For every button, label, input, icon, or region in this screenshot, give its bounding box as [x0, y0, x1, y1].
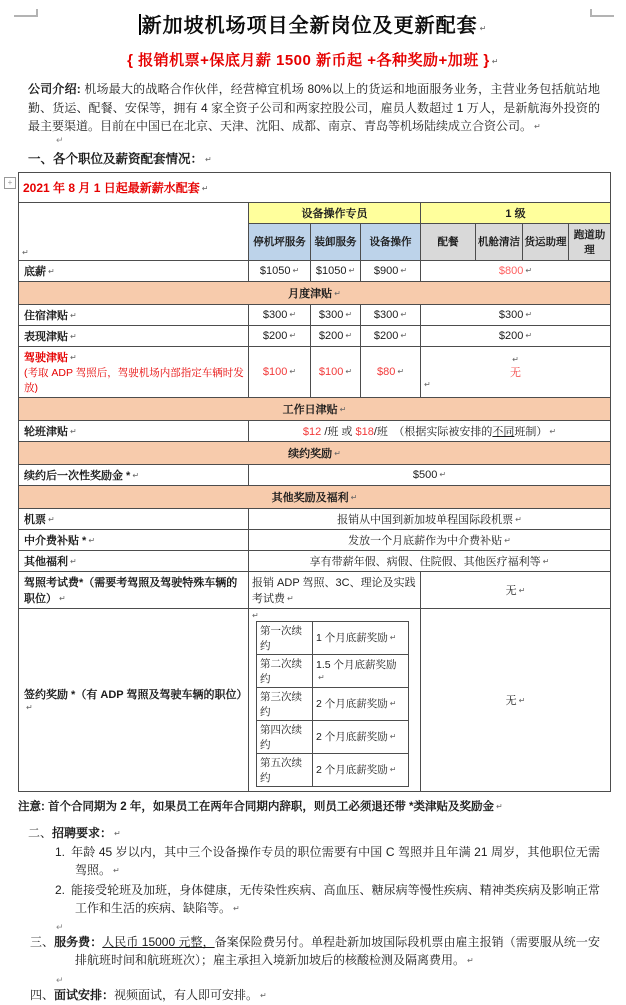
section-row-renewal	[19, 441, 611, 464]
license-exam-fee-level1: 无 ↵	[421, 571, 611, 608]
end-of-cell-mark: ↵	[22, 247, 29, 257]
renewal-bonus-row	[19, 464, 611, 485]
renewal-1-value: 1 个月底薪奖励 ↵	[313, 621, 409, 654]
performance-equipment: $200 ↵	[361, 325, 421, 346]
performance-allowance-row	[19, 325, 611, 346]
end-of-cell-mark: ↵	[289, 309, 297, 319]
shift-allowance-value	[249, 420, 611, 441]
renewal-bonus-value: $500 ↵	[249, 464, 611, 485]
end-of-cell-mark: ↵	[348, 265, 356, 275]
housing-allowance-row	[19, 304, 611, 325]
col-header-cargo-assistant: 货运助理	[523, 223, 569, 260]
row-label-driving: 驾驶津贴 ↵ (考取 ADP 驾照后，驾驶机场内部指定车辆时发放)	[19, 346, 249, 397]
subtitle-text: { 报销机票+保底月薪 1500 新币起 +各种奖励+加班 }	[127, 52, 490, 69]
inner-row-2	[257, 654, 409, 687]
table-move-handle-icon[interactable]: +	[4, 177, 16, 189]
end-of-cell-mark: ↵	[26, 702, 33, 712]
return-mark-icon: ↵	[114, 828, 121, 838]
renewal-3-value: 2 个月底薪奖励 ↵	[313, 687, 409, 720]
license-exam-fee-value: 报销 ADP 驾照、3C、理论及实践考试费 ↵	[249, 571, 421, 608]
shift-text-underlined: 不同	[492, 425, 515, 438]
page-title	[0, 9, 626, 38]
section2-label: 招聘要求：	[52, 825, 113, 840]
other-welfare-value: 享有带薪年假、病假、住院假、其他医疗福利等 ↵	[249, 550, 611, 571]
text-cursor	[139, 14, 141, 35]
renewal-2-value: 1.5 个月底薪奖励↵	[313, 654, 409, 687]
shift-rate-1: $12	[302, 425, 322, 438]
end-of-cell-mark: ↵	[518, 585, 526, 595]
section-row-other	[19, 485, 611, 508]
return-mark-icon: ↵	[496, 801, 503, 811]
driving-apron: $100 ↵	[249, 346, 311, 397]
inner-row-3	[257, 687, 409, 720]
section4-text: 视频面试，有人即可安排。	[114, 987, 259, 1002]
row-label-signing-bonus: 签约奖励 *（有 ADP 驾照及驾驶车辆的职位）↵	[19, 608, 249, 791]
driving-allowance-row	[19, 346, 611, 397]
end-of-cell-mark: ↵	[88, 535, 96, 545]
empty-paragraph-mark: ↵	[56, 974, 64, 985]
agency-subsidy-value: 发放一个月底薪作为中介费补贴 ↵	[249, 529, 611, 550]
end-of-cell-mark: ↵	[439, 469, 447, 479]
driving-equipment: $80 ↵	[361, 346, 421, 397]
salary-table	[18, 172, 611, 792]
group-header-level1: 1 级	[421, 202, 611, 223]
end-of-cell-mark: ↵	[345, 330, 353, 340]
shift-allowance-row	[19, 420, 611, 441]
end-of-cell-mark: ↵	[389, 732, 397, 742]
base-salary-row	[19, 260, 611, 281]
col-header-runway-assistant: 跑道助理	[569, 223, 611, 260]
renewal-4-value: 2 个月底薪奖励 ↵	[313, 720, 409, 753]
group-header-row	[19, 202, 611, 223]
return-mark-icon: ↵	[467, 956, 474, 966]
section2-prefix: 二、	[28, 825, 53, 840]
section4-interview	[30, 986, 600, 1005]
renewal-4-label: 第四次续约	[257, 720, 313, 753]
renewal-2-label: 第二次续约	[257, 654, 313, 687]
housing-loading: $300 ↵	[311, 304, 361, 325]
base-salary-equipment: $900 ↵	[361, 260, 421, 281]
agency-subsidy-row	[19, 529, 611, 550]
section4-prefix: 四、	[30, 987, 55, 1002]
other-welfare-row	[19, 550, 611, 571]
contract-note-label: 注意:	[18, 800, 45, 813]
requirement-2-number: 2.	[55, 882, 66, 897]
requirement-item-1	[55, 843, 600, 879]
inner-row-1	[257, 621, 409, 654]
renewal-1-label: 第一次续约	[257, 621, 313, 654]
renewal-5-label: 第五次续约	[257, 753, 313, 786]
return-mark-icon: ↵	[350, 492, 358, 502]
driving-loading: $100 ↵	[311, 346, 361, 397]
end-of-cell-mark: ↵	[389, 633, 397, 643]
requirement-1-number: 1.	[55, 844, 66, 859]
end-of-cell-mark: ↵	[287, 593, 294, 603]
housing-apron: $300 ↵	[249, 304, 311, 325]
end-of-cell-mark: ↵	[518, 695, 526, 705]
renewal-3-label: 第三次续约	[257, 687, 313, 720]
col-header-cabin-cleaning: 机舱清洁	[476, 223, 523, 260]
return-mark-icon: ↵	[252, 610, 259, 620]
col-header-catering: 配餐	[421, 223, 476, 260]
row-label-shift: 轮班津贴 ↵	[19, 420, 249, 441]
page-corner-mark-left	[14, 9, 38, 17]
end-of-cell-mark: ↵	[70, 310, 77, 320]
group-header-equipment: 设备操作专员	[249, 202, 421, 223]
section1-heading	[28, 149, 626, 167]
row-label-ticket: 机票 ↵	[19, 508, 249, 529]
end-of-cell-mark: ↵	[542, 556, 550, 566]
end-of-cell-mark: ↵	[70, 352, 77, 362]
section3-service-fee	[30, 933, 600, 970]
section1-heading-text: 一、各个职位及薪资配套情况：	[28, 151, 204, 166]
row-label-license-exam-fee: 驾照考试费*（需要考驾照及驾驶特殊车辆的职位） ↵	[19, 571, 249, 608]
end-of-cell-mark: ↵	[389, 765, 397, 775]
contract-note-text: 首个合同期为 2 年，如果员工在两年合同期内辞职，则员工必须退还带 *类津贴及奖励金	[48, 800, 494, 813]
return-mark-icon: ↵	[113, 865, 120, 875]
return-mark-icon: ↵	[339, 404, 347, 414]
end-of-cell-mark: ↵	[70, 426, 77, 436]
end-of-cell-mark: ↵	[48, 514, 55, 524]
base-salary-loading: $1050 ↵	[311, 260, 361, 281]
section4-label: 面试安排：	[54, 987, 115, 1002]
return-mark-icon: ↵	[479, 24, 488, 33]
driving-note: (考取 ADP 驾照后，驾驶机场内部指定车辆时发放)	[24, 366, 244, 394]
inner-row-4	[257, 720, 409, 753]
shift-text-tail2: 班制）	[514, 425, 548, 438]
return-mark-icon: ↵	[205, 154, 212, 164]
housing-equipment: $300 ↵	[361, 304, 421, 325]
base-salary-level1: $800 ↵	[421, 260, 611, 281]
end-of-cell-mark: ↵	[289, 330, 297, 340]
end-of-cell-mark: ↵	[525, 309, 533, 319]
subtitle-highlight	[0, 49, 626, 70]
section-header-monthly-allowance: 月度津贴 ↵	[19, 281, 611, 304]
signing-bonus-schedule-cell	[249, 608, 421, 791]
row-label-agency-subsidy: 中介费补贴 * ↵	[19, 529, 249, 550]
shift-rate-2: $18	[355, 425, 374, 438]
end-of-cell-mark: ↵	[389, 699, 397, 709]
section-row-monthly	[19, 281, 611, 304]
contract-note	[18, 798, 626, 814]
row-label-housing: 住宿津贴 ↵	[19, 304, 249, 325]
ticket-value: 报销从中国到新加坡单程国际段机票 ↵	[249, 508, 611, 529]
requirement-2-text: 能接受轮班及加班，身体健康，无传染性疾病、高血压、糖尿病等慢性疾病、精神类疾病及影响正常工作和生活的疾病、缺陷等。	[71, 882, 600, 915]
section2-heading	[28, 824, 626, 841]
performance-loading: $200 ↵	[311, 325, 361, 346]
license-exam-fee-row	[19, 571, 611, 608]
section-header-workday-allowance: 工作日津贴 ↵	[19, 397, 611, 420]
end-of-cell-mark: ↵	[515, 514, 522, 524]
empty-paragraph-mark: ↵	[56, 134, 64, 145]
return-mark-icon: ↵	[201, 183, 209, 193]
shift-text-mid: /班 或	[321, 425, 356, 438]
end-of-cell-mark: ↵	[70, 331, 77, 341]
page-corner-mark-right	[590, 9, 614, 17]
section-row-workday	[19, 397, 611, 420]
performance-apron: $200 ↵	[249, 325, 311, 346]
base-salary-apron: $1050 ↵	[249, 260, 311, 281]
col-header-equipment-operation: 设备操作	[361, 223, 421, 260]
end-of-cell-mark: ↵	[400, 330, 408, 340]
end-of-cell-mark: ↵	[400, 309, 408, 319]
empty-paragraph-mark: ↵	[56, 921, 64, 932]
return-mark-icon: ↵	[260, 990, 267, 1000]
end-of-cell-mark: ↵	[345, 309, 353, 319]
end-of-cell-mark: ↵	[48, 266, 55, 276]
row-label-other-welfare: 其他福利 ↵	[19, 550, 249, 571]
row-label-performance: 表现津贴 ↵	[19, 325, 249, 346]
end-of-cell-mark: ↵	[132, 470, 140, 480]
end-of-cell-mark: ↵	[70, 556, 77, 566]
return-mark-icon: ↵	[512, 354, 519, 364]
end-of-cell-mark: ↵	[292, 265, 300, 275]
signing-bonus-level1: 无 ↵	[421, 608, 611, 791]
end-of-cell-mark: ↵	[525, 265, 533, 275]
section3-label: 服务费：	[54, 934, 103, 949]
return-mark-icon: ↵	[233, 903, 240, 913]
company-intro	[28, 80, 600, 136]
end-of-cell-mark: ↵	[59, 593, 66, 603]
requirement-1-text: 年龄 45 岁以内，其中三个设备操作专员的职位需要有中国 C 驾照并且年满 21 周岁，其他职位无需驾照。	[71, 844, 600, 877]
end-of-cell-mark: ↵	[318, 673, 325, 683]
driving-level1-value: 无	[510, 366, 522, 379]
signing-bonus-row	[19, 608, 611, 791]
company-intro-label: 公司介绍:	[28, 82, 81, 96]
renewal-5-value: 2 个月底薪奖励 ↵	[313, 753, 409, 786]
document-page	[0, 9, 626, 1002]
section3-prefix: 三、	[30, 934, 55, 949]
return-mark-icon: ↵	[534, 122, 541, 132]
shift-text-tail1: /班 （根据实际被安排的	[373, 425, 493, 438]
end-of-cell-mark: ↵	[525, 330, 533, 340]
service-fee-amount: 人民币 15000 元整，	[102, 934, 215, 949]
housing-level1: $300 ↵	[421, 304, 611, 325]
company-intro-text: 机场最大的战略合作伙伴，经营樟宜机场 80%以上的货运和地面服务业务，主营业务包括航站地勤、货运、配餐、安保等，拥有 4 家全资子公司和两家控股公司，雇员人数超过 1 万人，是新航海外投资的最主要渠道。目前在中国已在北京、天津、沈阳、成都、南京、青岛等机场陆续成立合资公司。	[28, 82, 601, 134]
end-of-cell-mark: ↵	[397, 366, 405, 376]
end-of-cell-mark: ↵	[345, 366, 353, 376]
section-header-renewal-bonus: 续约奖励 ↵	[19, 441, 611, 464]
end-of-cell-mark: ↵	[549, 426, 557, 436]
driving-level1	[421, 346, 611, 397]
inner-row-5	[257, 753, 409, 786]
section-header-other-benefits: 其他奖励及福利 ↵	[19, 485, 611, 508]
section3-text: 备案保险费另付。单程赴新加坡国际段机票由雇主报销（需要服从统一安排航班时间和航班班次）；雇主承担入境新加坡后的核酸检测及隔离费用。	[75, 934, 600, 968]
requirement-item-2	[55, 881, 600, 917]
row-label-renewal-bonus: 续约后一次性奖励金 * ↵	[19, 464, 249, 485]
return-mark-icon: ↵	[334, 448, 341, 458]
end-of-cell-mark: ↵	[400, 265, 408, 275]
table-caption: 2021 年 8 月 1 日起最新薪水配套 ↵	[19, 172, 611, 202]
col-header-loading-service: 装卸服务	[311, 223, 361, 260]
corner-cell	[19, 202, 249, 260]
return-mark-icon: ↵	[491, 57, 499, 66]
ticket-row	[19, 508, 611, 529]
row-label-base-salary: 底薪 ↵	[19, 260, 249, 281]
page-title-text: 新加坡机场项目全新岗位及更新配套	[141, 15, 478, 37]
end-of-cell-mark: ↵	[504, 535, 511, 545]
table-caption-row	[19, 172, 611, 202]
performance-level1: $200 ↵	[421, 325, 611, 346]
signing-bonus-inner-table	[256, 621, 409, 787]
return-mark-icon: ↵	[334, 288, 341, 298]
col-header-apron-service: 停机坪服务	[249, 223, 311, 260]
return-mark-icon: ↵	[424, 379, 431, 389]
end-of-cell-mark: ↵	[289, 366, 297, 376]
